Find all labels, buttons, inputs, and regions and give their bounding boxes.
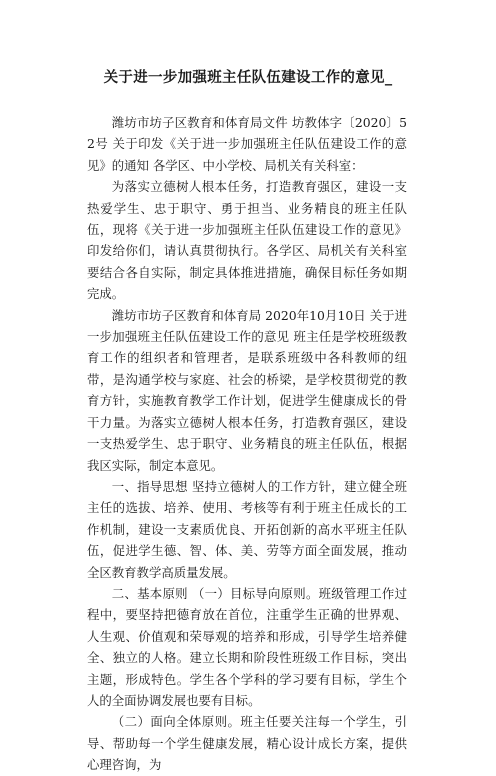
- paragraph-introduction: 潍坊市坊子区教育和体育局 2020年10月10日 关于进一步加强班主任队伍建设工作的意见 班主任是学校班级教育工作的组织者和管理者，是联系班级中各科教师的纽带，是沟通学校与家庭、社会的桥梁，是学校贯彻党的教育方针，实施教育教学工作计划，促进学生健康成长的骨干力量。为落实立德树人根本任务，打造教育强区，建设一支热爱学生、忠于职守、业务精良的班主任队伍，根据我区实际，制定本意见。: [87, 307, 407, 473]
- paragraph-basic-principles: 二、基本原则 （一）目标导向原则。班级管理工作过程中，要坚持把德育放在首位，注重学生正确的世界观、人生观、价值观和荣辱观的培养和形成，引导学生培养健全、独立的人格。建立长期和阶段性班级工作目标，突出主题，形成特色。学生各个学科的学习要有目标，学生个人的全面协调发展也要有目标。: [87, 585, 407, 708]
- paragraph-notice-header: 潍坊市坊子区教育和体育局文件 坊教体字〔2020〕52号 关于印发《关于进一步加强班主任队伍建设工作的意见》的通知 各学区、中小学校、局机关有关科室：: [87, 115, 407, 173]
- document-title: 关于进一步加强班主任队伍建设工作的意见_: [103, 69, 393, 86]
- paragraph-whole-student-principle: （二）面向全体原则。班主任要关注每一个学生，引导、帮助每一个学生健康发展，精心设计成长方案，提供心理咨询，为: [87, 714, 407, 773]
- paragraph-guiding-ideology: 一、指导思想 坚持立德树人的工作方针，建立健全班主任的选拔、培养、使用、考核等有利于班主任成长的工作机制，建设一支素质优良、开拓创新的高水平班主任队伍，促进学生德、智、体、美、劳等方面全面发展，推动全区教育教学高质量发展。: [87, 478, 407, 580]
- document-body: [87, 112, 407, 776]
- paragraph-notice-body: 为落实立德树人根本任务，打造教育强区，建设一支热爱学生、忠于职守、勇于担当、业务精良的班主任队伍，现将《关于进一步加强班主任队伍建设工作的意见》印发给你们，请认真贯彻执行。各学区、局机关有关科室要结合各自实际，制定具体推进措施，确保目标任务如期完成。: [87, 179, 407, 302]
